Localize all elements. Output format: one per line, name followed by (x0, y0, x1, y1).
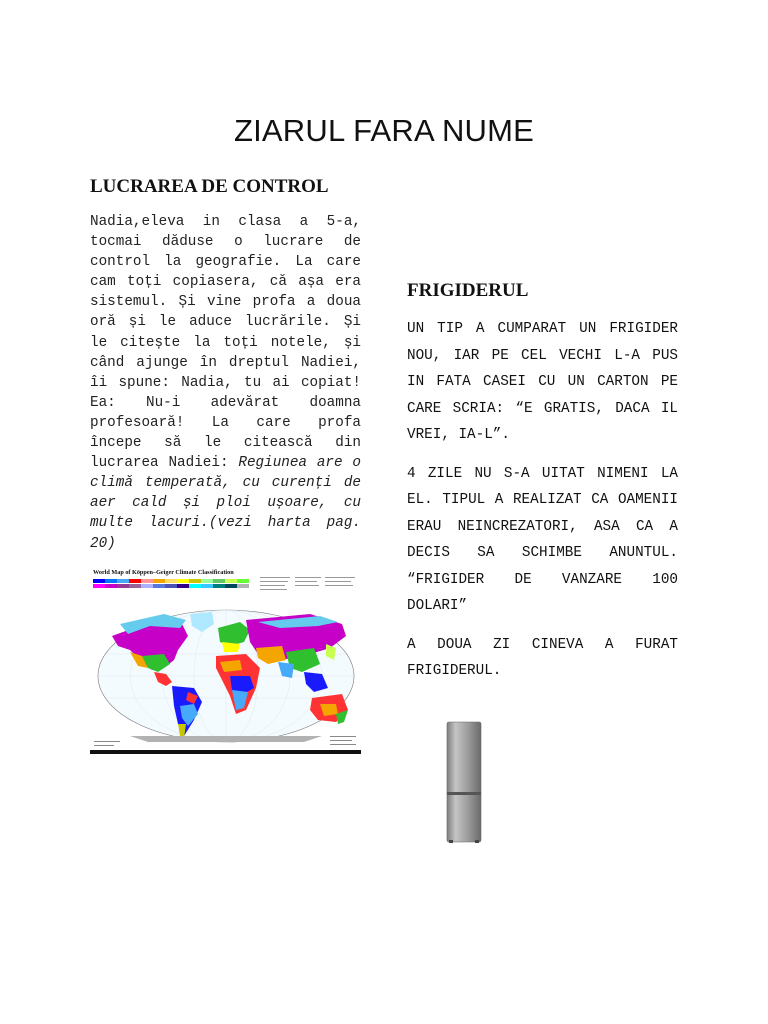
article-left (90, 176, 361, 554)
climate-map-image (90, 564, 361, 754)
map-title: World Map of Köppen–Geiger Climate Classification (93, 569, 234, 576)
paragraph-3: A DOUA ZI CINEVA A FURAT FRIGIDERUL. (407, 636, 678, 679)
refrigerator-icon (438, 718, 488, 846)
article-heading: LUCRAREA DE CONTROL (90, 176, 329, 197)
paragraph-1: UN TIP A CUMPARAT UN FRIGIDER NOU, IAR PE CEL VECHI L-A PUS IN FATA CASEI CU UN CARTON PE CARE SCRIA: “E GRATIS, DACA IL VREI, IA-L”. (407, 321, 678, 443)
article-right (407, 280, 678, 697)
paragraph-2: 4 ZILE NU S-A UITAT NIMENI LA EL. TIPUL A REALIZAT CA OAMENII ERAU NEINCREZATORI, ASA CA A DECIS SA SCHIMBE ANUNTUL. “FRIGIDER DE VANZARE 100 DOLARI” (407, 465, 678, 614)
page-title: ZIARUL FARA NUME (233, 112, 535, 148)
article-text: Nadia,eleva in clasa a 5-a, tocmai dăduse o lucrare de control la geografie. La care cam toți copiasera, că așa era sistemul. Și vine profa a doua oră și le aduce lucrările. Și le citește la toți notele, și când ajunge în dreptul Nadiei, îi spune: Nadia, tu ai copiat! Ea: Nu-i adevărat doamna profesoară! La care profa începe să le citească din lucrarea Nadiei: (90, 214, 361, 472)
article-body (90, 212, 361, 554)
article-quote: Regiunea are o climă temperată, cu curenți de aer cald și ploi ușoare, cu multe lacuri.(vezi harta pag. 20) (90, 455, 361, 552)
article-heading-fridge: FRIGIDERUL (407, 280, 529, 301)
